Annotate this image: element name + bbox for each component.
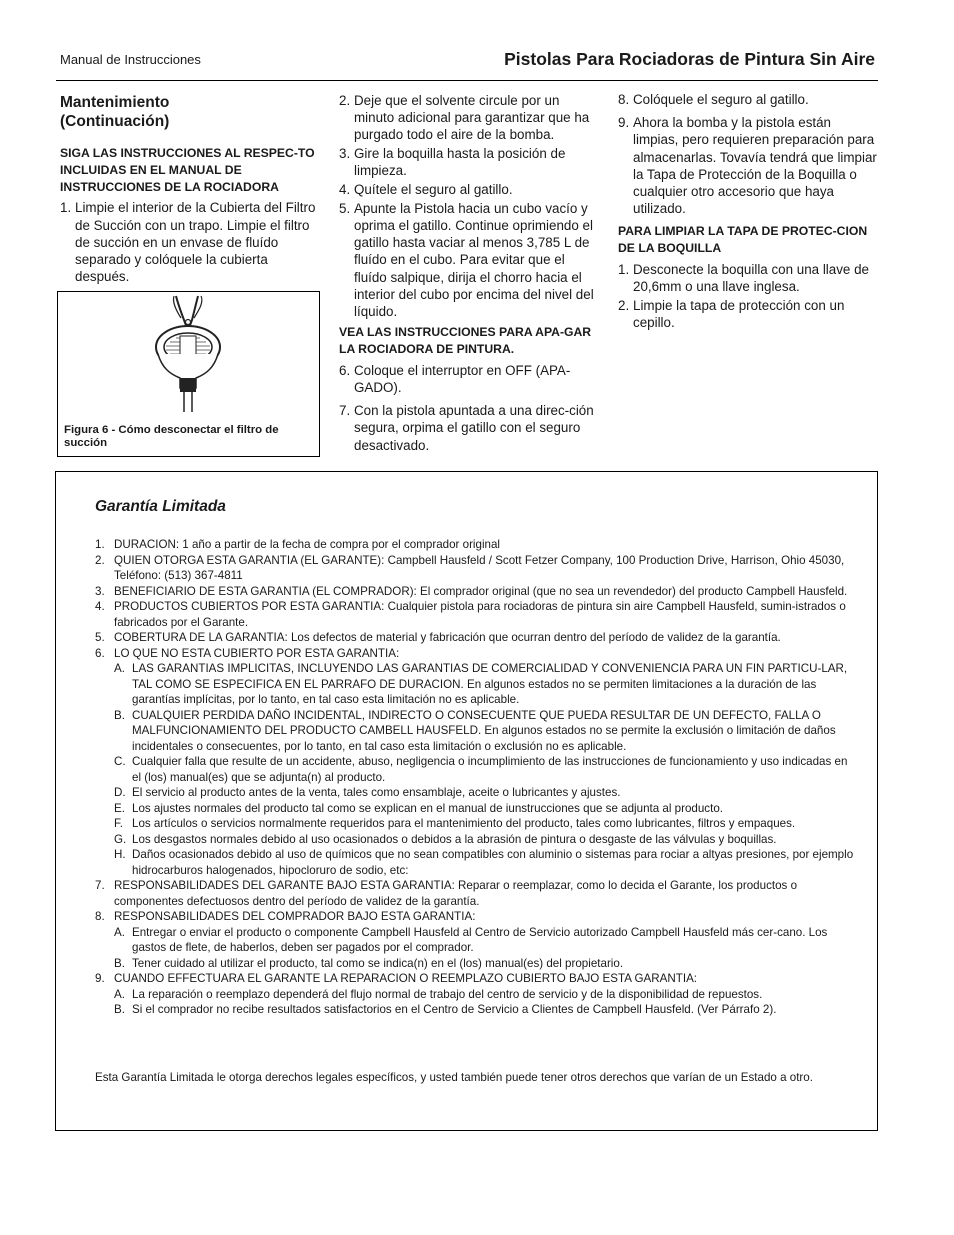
warranty-item: 5. COBERTURA DE LA GARANTIA: Los defectos de material y fabricación que ocurran dentro del período de validez de la garantía. (95, 631, 781, 644)
instruction-caps: SIGA LAS INSTRUCCIONES AL RESPEC-TO INCLUIDAS EN EL MANUAL DE INSTRUCCIONES DE LA ROCIADORA (60, 146, 315, 194)
warranty-list (95, 537, 855, 1018)
warranty-item: 9. CUANDO EFFECTUARA EL GARANTE LA REPARACION O REEMPLAZO CUBIERTO BAJO ESTA GARANTIA: (95, 972, 698, 985)
column-3 (618, 91, 880, 333)
warranty-item: G. Los desgastos normales debido al uso ocasionados o debidos a la abrasión de pintura o desgaste de las válvulas y boquillas. (114, 832, 777, 846)
list-item: 3. Gire la boquilla hasta la posición de limpieza. (339, 146, 566, 179)
list-item: 2. Deje que el solvente circule por un minuto adicional para garantizar que ha purgado todo el aire de la bomba. (339, 93, 590, 143)
warranty-item: H. Daños ocasionados debido al uso de químicos que no sean compatibles con aluminio o sistemas para rociar a altyas presiones, por ejemplo hidrocarburos halogenados, hipocloruro de sodio, etc: (114, 848, 854, 877)
warranty-item: F. Los artículos o servicios normalmente requeridos para el mantenimiento del producto, tales como lubricantes, filtros y empaques. (114, 817, 796, 830)
step-list (618, 91, 880, 217)
header-title: Pistolas Para Rociadoras de Pintura Sin Aire (504, 49, 875, 69)
warranty-item: 7. RESPONSABILIDADES DEL GARANTE BAJO ESTA GARANTIA: Reparar o reemplazar, como lo decida el Garante, los productos o componentes defectuosos dentro del período de validez de la garantía. (95, 879, 798, 908)
list-item: 5. Apunte la Pistola hacia un cubo vacío y oprima el gatillo. Continue oprimiendo el gatillo hasta vaciar al menos 3,785 L de fluído en el cubo. Para evitar que el fluído salpique, dirija el chorro hacia el interior del cubo por encima del nivel del líquido. (339, 200, 594, 319)
column-1 (60, 93, 316, 287)
warranty-item: B. Tener cuidado al utilizar el producto, tal como se indica(n) en el (los) manual(es) del propietario. (114, 956, 624, 970)
list-item: 8. Colóquele el seguro al gatillo. (618, 92, 809, 107)
warranty-item: D. El servicio al producto antes de la venta, tales como ensamblaje, aceite o lubricantes y ajustes. (114, 786, 621, 799)
warranty-item: 1. DURACION: 1 año a partir de la fecha de compra por el comprador original (95, 538, 500, 551)
warranty-item: C. Cualquier falla que resulte de un accidente, abuso, negligencia o incumplimiento de las instrucciones de funcionamiento y uso indicadas en el (los) manual(es) que se adjunta(n) al producto. (114, 755, 848, 784)
figure-caption: Figura 6 - Cómo desconectar el filtro de succión (64, 424, 279, 449)
header-divider (56, 80, 878, 81)
warranty-item: A. Entregar o enviar el producto o componente Campbell Hausfeld al Centro de Servicio autorizado Campbell Hausfeld más cer-cano. Los gastos de flete, de haberlos, deben ser pagados por el comprador. (114, 925, 828, 954)
warranty-item: B. Si el comprador no recibe resultados satisfactorios en el Centro de Servicio a Clientes de Campbell Hausfeld. (Ver Párrafo 2). (114, 1003, 777, 1016)
warranty-item: 6. LO QUE NO ESTA CUBIERTO POR ESTA GARANTIA: (95, 646, 400, 660)
header-manual-label: Manual de Instrucciones (60, 52, 201, 67)
step-list (339, 92, 597, 320)
step-list (618, 261, 880, 331)
warranty-item: 2. QUIEN OTORGA ESTA GARANTIA (EL GARANTE): Campbell Hausfeld / Scott Fetzer Company, 100 Production Drive, Harrison, Ohio 45030, Teléfono: (513) 367-4811 (95, 553, 845, 582)
step-list (60, 199, 316, 285)
warranty-title: Garantía Limitada (95, 498, 226, 515)
list-item: 1. Limpie el interior de la Cubierta del Filtro de Succión con un trapo. Limpie el filtro de succión en un envase de fluído separado y colóquele la cubierta después. (60, 200, 316, 285)
list-item: 9. Ahora la bomba y la pistola están limpias, pero requieren preparación para almacenarlas. Tovavía tendrá que limpiar la Tapa de Protección de la Boquilla o cualquier otro accesorio que haya utilizado. (618, 115, 877, 217)
warranty-item: 8. RESPONSABILIDADES DEL COMPRADOR BAJO ESTA GARANTIA: (95, 910, 476, 923)
warranty-item: A. LAS GARANTIAS IMPLICITAS, INCLUYENDO LAS GARANTIAS DE COMERCIALIDAD Y CONVENIENCIA PARA UN FIN PARTICU-LAR, TAL COMO SE ESPECIFICA EN EL PARRAFO DE DURACION. En algunos estados no se permiten limitaciones a la duración de las garantías implícitas, por lo tanto, en tal caso esta limitación no es aplicable. (114, 662, 848, 706)
warranty-item: B. CUALQUIER PERDIDA DAÑO INCIDENTAL, INDIRECTO O CONSECUENTE QUE PUEDA RESULTAR DE UN DEFECTO, FALLA O MALFUNCIONAMIENTO DEL PRODUCTO CAMBELL HAUSFELD. En algunos estados no se permite la exclusión o limitación de daños incidentales o consecuentes, por lo tanto, en tal caso esta limitación o exclusión no es aplicable. (114, 708, 836, 753)
list-item: 1. Desconecte la boquilla con una llave de 20,6mm o una llave inglesa. (618, 262, 869, 295)
warranty-item: E. Los ajustes normales del producto tal como se explican en el manual de iunstrucciones que se adjunta al producto. (114, 801, 723, 815)
instruction-caps: VEA LAS INSTRUCCIONES PARA APA-GAR LA ROCIADORA DE PINTURA. (339, 325, 592, 356)
section-title: Mantenimiento (Continuación) (60, 94, 170, 130)
list-item: 2. Limpie la tapa de protección con un cepillo. (618, 297, 845, 331)
list-item: 4. Quítele el seguro al gatillo. (339, 182, 513, 198)
step-list (339, 362, 597, 454)
list-item: 6. Coloque el interruptor en OFF (APA-GADO). (339, 362, 571, 395)
list-item: 7. Con la pistola apuntada a una direc-ción segura, orpima el gatillo con el seguro desactivado. (339, 403, 594, 453)
warranty-item: 4. PRODUCTOS CUBIERTOS POR ESTA GARANTIA: Cualquier pistola para rociadoras de pintura sin aire Campbell Hausfeld, sumin-istrados o fabricados por el Garante. (95, 600, 846, 629)
warranty-item: 3. BENEFICIARIO DE ESTA GARANTIA (EL COMPRADOR): El comprador original (que no sea un revendedor) del producto Campbell Hausfeld. (95, 584, 848, 598)
warranty-item: A. La reparación o reemplazo dependerá del flujo normal de trabajo del centro de servicio y de la disponibilidad de repuestos. (114, 987, 763, 1001)
column-2 (339, 92, 597, 455)
instruction-caps: PARA LIMPIAR LA TAPA DE PROTEC-CION DE LA BOQUILLA (618, 224, 868, 256)
warranty-footer: Esta Garantía Limitada le otorga derechos legales específicos, y usted también puede tener otros derechos que varían de un Estado a otro. (95, 1071, 813, 1084)
